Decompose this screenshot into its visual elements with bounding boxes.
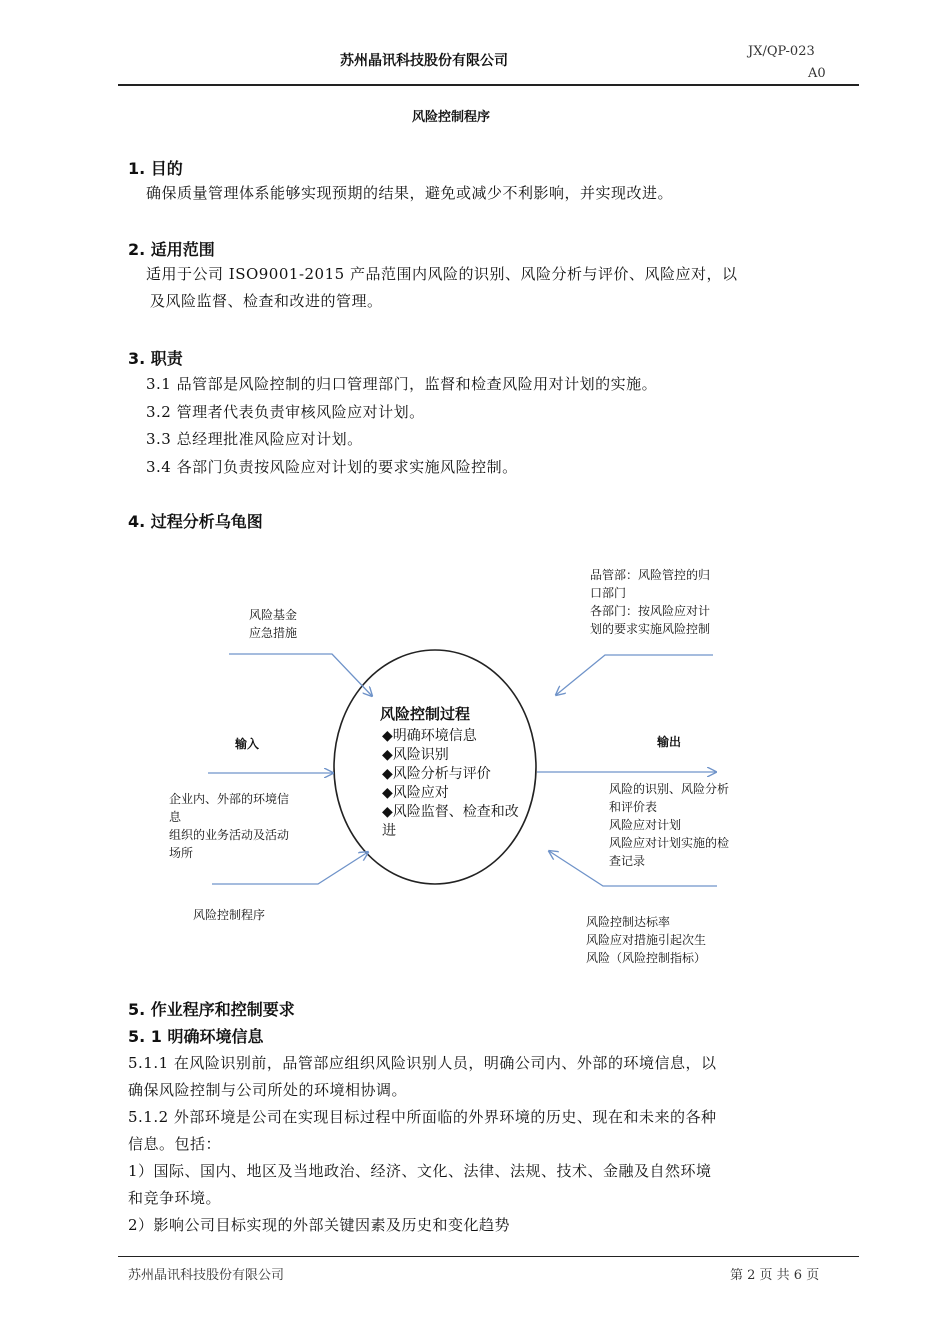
process-step: ◆明确环境信息 — [382, 728, 477, 744]
section-3-item: 3.4 各部门负责按风险应对计划的要求实施风险控制。 — [146, 458, 518, 476]
section-4-heading: 4. 过程分析乌龟图 — [128, 512, 263, 531]
right-middle-line: 查记录 — [609, 854, 646, 868]
arrow-top-left — [229, 654, 372, 696]
section-5-line: 5.1.1 在风险识别前，品管部应组织风险识别人员，明确公司内、外部的环境信息，以 — [128, 1054, 717, 1072]
section-5-line: 1）国际、国内、地区及当地政治、经济、文化、法律、法规、技术、金融及自然环境 — [128, 1162, 712, 1180]
header-version: A0 — [808, 66, 826, 81]
right-middle-box — [609, 780, 729, 870]
process-step: ◆风险应对 — [382, 785, 449, 801]
section-5-line: 信息。包括： — [128, 1135, 222, 1153]
section-5-1-heading: 5. 1 明确环境信息 — [128, 1027, 264, 1046]
top-right-line: 各部门：按风险应对计 — [590, 604, 711, 618]
process-step: ◆风险识别 — [382, 747, 449, 763]
process-step: ◆风险监督、检查和改 — [382, 804, 519, 820]
top-right-box — [590, 566, 710, 638]
process-step: 进 — [382, 823, 396, 839]
left-middle-line: 组织的业务活动及活动 — [169, 828, 290, 842]
process-step: ◆风险分析与评价 — [382, 766, 491, 782]
section-1-heading: 1. 目的 — [128, 159, 183, 178]
output-label: 输出 — [657, 735, 682, 749]
top-right-line: 口部门 — [590, 586, 627, 600]
right-middle-line: 和评价表 — [609, 800, 658, 814]
doc-title: 风险控制程序 — [412, 110, 491, 125]
section-1-body: 确保质量管理体系能够实现预期的结果，避免或减少不利影响，并实现改进。 — [146, 184, 674, 202]
process-title: 风险控制过程 — [380, 705, 471, 723]
top-right-line: 划的要求实施风险控制 — [590, 622, 711, 636]
top-left-line: 应急措施 — [249, 626, 298, 640]
arrow-top-right — [556, 655, 713, 695]
section-5-line: 2）影响公司目标实现的外部关键因素及历史和变化趋势 — [128, 1216, 511, 1234]
left-middle-line: 息 — [169, 810, 182, 824]
section-5-line: 确保风险控制与公司所处的环境相协调。 — [128, 1081, 408, 1099]
left-middle-line: 企业内、外部的环境信 — [169, 792, 290, 806]
right-middle-line: 风险应对计划实施的检 — [609, 836, 730, 850]
footer-company: 苏州晶讯科技股份有限公司 — [128, 1268, 285, 1283]
section-5-line: 5.1.2 外部环境是公司在实现目标过程中所面临的外界环境的历史、现在和未来的各种 — [128, 1108, 717, 1126]
section-3-item: 3.2 管理者代表负责审核风险应对计划。 — [146, 403, 425, 421]
section-2-heading: 2. 适用范围 — [128, 240, 215, 259]
right-middle-line: 风险应对计划 — [609, 818, 682, 832]
section-2-line-2: 及风险监督、检查和改进的管理。 — [150, 292, 383, 310]
section-2-line-1: 适用于公司 ISO9001-2015 产品范围内风险的识别、风险分析与评价、风险应对，以 — [146, 265, 738, 283]
header-company: 苏州晶讯科技股份有限公司 — [340, 53, 508, 69]
bottom-left-line: 风险控制程序 — [193, 908, 266, 922]
top-left-line: 风险基金 — [249, 608, 298, 622]
right-middle-line: 风险的识别、风险分析 — [609, 782, 730, 796]
section-5-line: 和竞争环境。 — [128, 1189, 222, 1207]
footer-page-info: 第 2 页 共 6 页 — [730, 1268, 820, 1283]
bottom-left-box — [193, 906, 265, 924]
bottom-right-box — [586, 913, 706, 967]
section-3-item: 3.3 总经理批准风险应对计划。 — [146, 430, 363, 448]
section-3-heading: 3. 职责 — [128, 349, 183, 368]
bottom-right-line: 风险应对措施引起次生 — [586, 933, 707, 947]
header-doc-code: JX/QP-023 — [748, 44, 815, 59]
footer-rule — [118, 1256, 859, 1257]
left-middle-box — [169, 790, 289, 862]
section-5-heading: 5. 作业程序和控制要求 — [128, 1000, 295, 1019]
section-3-item: 3.1 品管部是风险控制的归口管理部门，监督和检查风险用对计划的实施。 — [146, 375, 658, 393]
top-right-line: 品管部：风险管控的归 — [590, 568, 711, 582]
left-middle-line: 场所 — [169, 846, 194, 860]
bottom-right-line: 风险（风险控制指标） — [586, 951, 707, 965]
bottom-right-line: 风险控制达标率 — [586, 915, 671, 929]
top-left-box — [249, 606, 297, 642]
input-label: 输入 — [235, 737, 260, 751]
